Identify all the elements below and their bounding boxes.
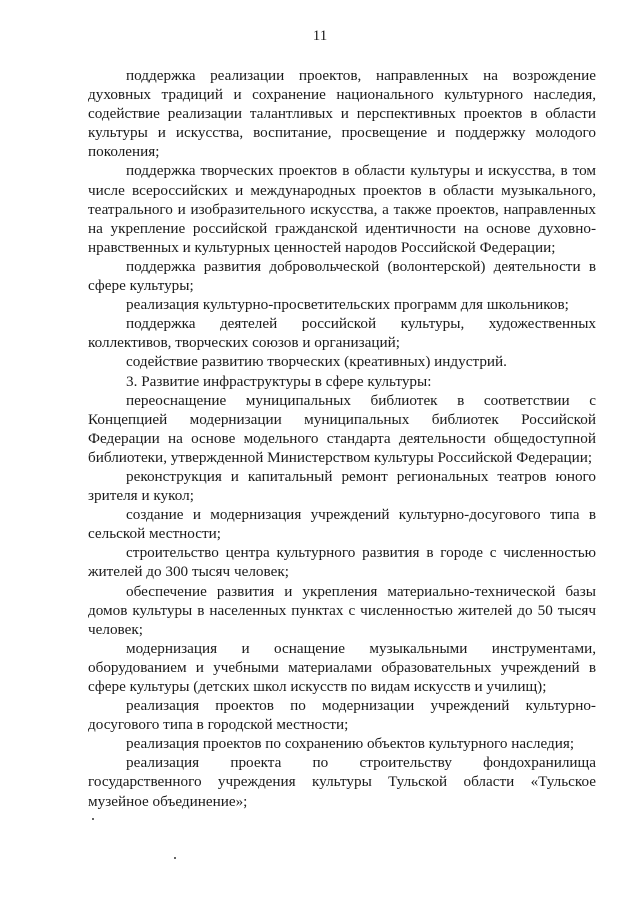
paragraph-rural-leisure-institutions: создание и модернизация учреждений культурно-досугового типа в сельской местности; <box>88 506 596 543</box>
paragraph-support-heritage-projects: поддержка реализации проектов, направленных на возрождение духовных традиций и сохранение национального культурного наследия, содействие реализации талантливых и перспективных проектов в области культуры и искусства, воспитание, просвещение и поддержку молодого поколения; <box>88 67 596 161</box>
paragraph-school-programs: реализация культурно-просветительских программ для школьников; <box>126 296 569 314</box>
paragraph-library-reequipment: переоснащение муниципальных библиотек в соответствии с Концепцией модернизации муниципальных библиотек Российской Федерации на основе модельного стандарта деятельности общедоступной библиотеки, утвержденной Министерством культуры Российской Федерации; <box>88 391 596 466</box>
paragraph-houses-of-culture: обеспечение развития и укрепления материально-технической базы домов культуры в населенных пунктах с численностью жителей до 50 тысяч человек; <box>88 582 596 638</box>
paragraph-theatre-reconstruction: реконструкция и капитальный ремонт региональных театров юного зрителя и кукол; <box>88 467 596 505</box>
paragraph-museum-repository: реализация проекта по строительству фондохранилища государственного учреждения культуры Тульской области «Тульское музейное объединение»; <box>88 754 596 810</box>
section-heading-infrastructure: 3. Развитие инфраструктуры в сфере культуры: <box>126 372 432 390</box>
paragraph-music-instruments: модернизация и оснащение музыкальными инструментами, оборудованием и учебными материалами образовательных учреждений в сфере культуры (детских школ искусств по видам искусств и училищ); <box>88 639 596 695</box>
document-body <box>88 66 596 811</box>
paragraph-volunteer-activity: поддержка развития добровольческой (волонтерской) деятельности в сфере культуры; <box>88 257 596 295</box>
scan-speck <box>92 818 94 820</box>
paragraph-creative-industries: содействие развитию творческих (креативных) индустрий. <box>126 353 507 371</box>
paragraph-heritage-preservation: реализация проектов по сохранению объектов культурного наследия; <box>126 735 575 753</box>
paragraph-support-culture-figures: поддержка деятелей российской культуры, художественных коллективов, творческих союзов и организаций; <box>88 315 596 352</box>
paragraph-cultural-center-construction: строительство центра культурного развития в городе с численностью жителей до 300 тысяч человек; <box>88 544 596 581</box>
scan-speck <box>174 857 176 859</box>
paragraph-urban-leisure-modernization: реализация проектов по модернизации учреждений культурно-досугового типа в городской местности; <box>88 697 596 734</box>
paragraph-support-creative-projects: поддержка творческих проектов в области культуры и искусства, в том числе всероссийских и международных проектов в области музыкального, театрального и изобразительного искусства, а также проектов, направленных на укрепление российской гражданской идентичности на основе духовно-нравственных и культурных ценностей народов Российской Федерации; <box>88 162 596 256</box>
page-number: 11 <box>312 28 328 44</box>
